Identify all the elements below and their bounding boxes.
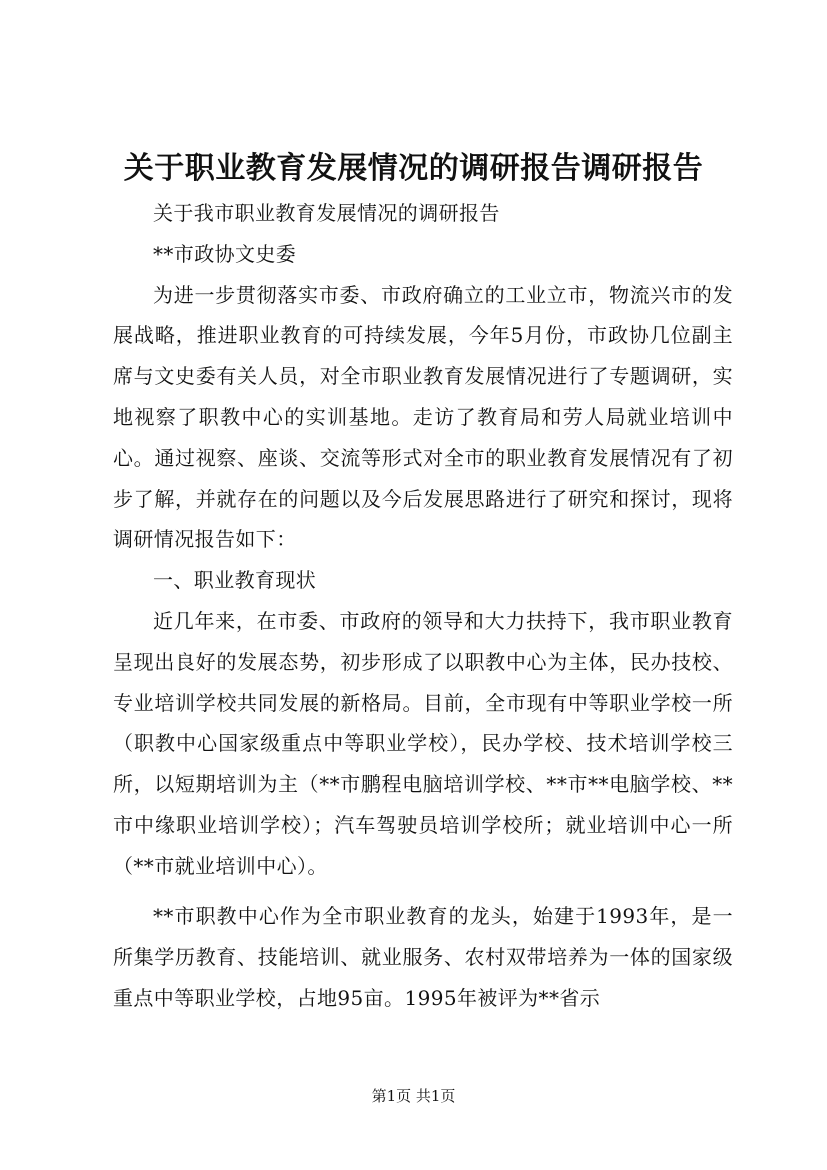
paragraph-center: **市职教中心作为全市职业教育的龙头，始建于1993年，是一所集学历教育、技能培训、就业服务、农村双带培养为一体的国家级重点中等职业学校，占地95亩。1995年被评为**省示: [113, 904, 733, 1010]
document-subtitle: 关于我市职业教育发展情况的调研报告: [153, 201, 500, 225]
document-title: 关于职业教育发展情况的调研报告调研报告: [123, 151, 704, 186]
paragraph-status: 近几年来，在市委、市政府的领导和大力扶持下，我市职业教育呈现出良好的发展态势，初步形成了以职教中心为主体，民办技校、专业培训学校共同发展的新格局。目前，全市现有中等职业学校一所（职教中心国家级重点中等职业学校），民办学校、技术培训学校三所，以短期培训为主（**市鹏程电脑培训学校、**市**电脑学校、**市中缘职业培训学校）；汽车驾驶员培训学校所；就业培训中心一所（**市就业培训中心）。: [113, 608, 733, 878]
section-heading: 一、职业教育现状: [153, 568, 317, 593]
paragraph-intro: 为进一步贯彻落实市委、市政府确立的工业立市，物流兴市的发展战略，推进职业教育的可持续发展，今年5月份，市政协几位副主席与文史委有关人员，对全市职业教育发展情况进行了专题调研，实地视察了职教中心的实训基地。走访了教育局和劳人局就业培训中心。通过视察、座谈、交流等形式对全市的职业教育发展情况有了初步了解，并就存在的问题以及今后发展思路进行了研究和探讨，现将调研情况报告如下：: [113, 282, 733, 552]
page-number: 第1页 共1页: [371, 1087, 456, 1105]
document-body-continued: [113, 896, 733, 1018]
document-body: [113, 193, 733, 887]
document-author: **市政协文史委: [153, 241, 297, 266]
